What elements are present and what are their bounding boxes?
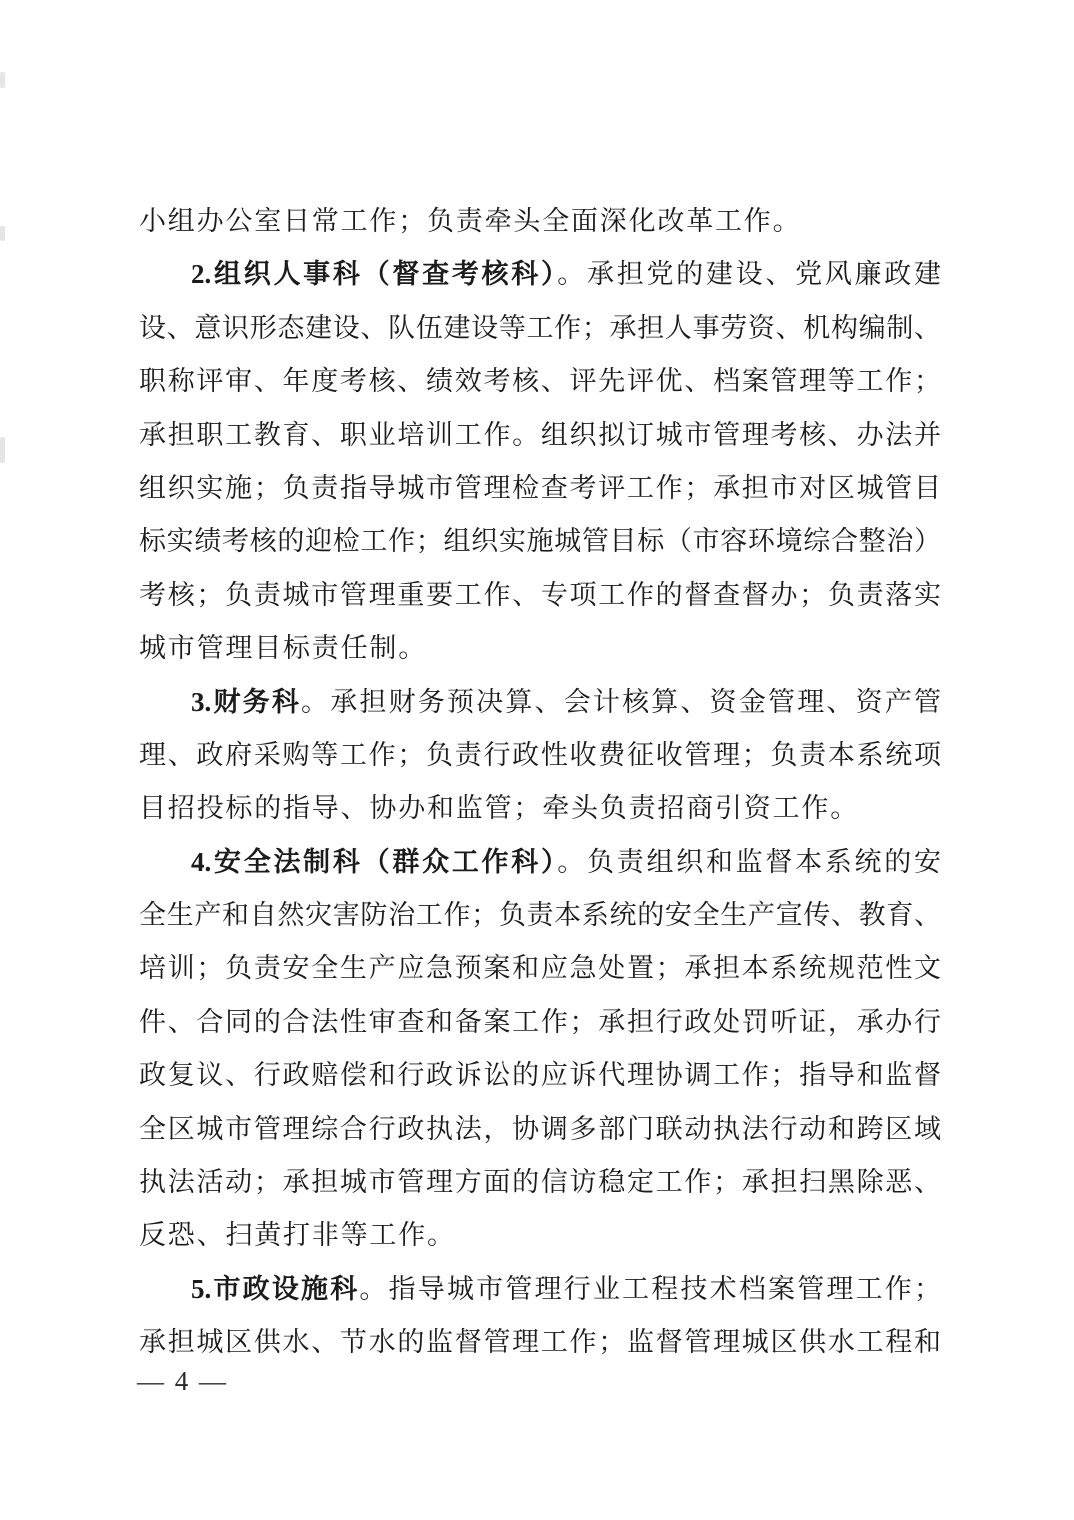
text-segment: 。指导城市管理行业工程技术档案管理工作；: [359, 1273, 941, 1304]
text-line: [139, 302, 941, 355]
text-line: [139, 409, 941, 462]
text-line: [139, 569, 941, 622]
text-line: [139, 729, 941, 782]
text-line: [139, 1156, 941, 1209]
text-segment: 承担职工教育、职业培训工作。组织拟订城市管理考核、办法并: [139, 419, 941, 450]
text-line: [139, 1316, 941, 1369]
text-line: [139, 1263, 941, 1316]
text-segment: 小组办公室日常工作；负责牵头全面深化改革工作。: [139, 206, 802, 236]
text-segment: 反恐、扫黄打非等工作。: [139, 1220, 456, 1251]
text-line: [139, 1049, 941, 1102]
text-segment: 件、合同的合法性审查和备案工作；承担行政处罚听证，承办行: [139, 1006, 941, 1037]
text-line: [139, 515, 941, 568]
text-line: [139, 355, 941, 408]
text-line: [139, 942, 941, 995]
text-line: [139, 248, 941, 301]
text-segment: 全生产和自然灾害防治工作；负责本系统的安全生产宣传、教育、: [139, 900, 941, 931]
text-segment: 。承担党的建设、党风廉政建: [557, 259, 942, 290]
text-line: [139, 1209, 941, 1262]
section-heading: 3.财务科: [191, 686, 302, 717]
text-line: [139, 676, 941, 729]
text-line: [139, 462, 941, 515]
section-heading: 4.安全法制科（群众工作科）: [191, 846, 558, 877]
text-line: [139, 1103, 941, 1156]
document-content: [139, 195, 941, 1370]
text-segment: 城市管理目标责任制。: [139, 633, 427, 664]
text-segment: 政复议、行政赔偿和行政诉讼的应诉代理协调工作；指导和监督: [139, 1060, 941, 1091]
text-line: [139, 782, 941, 835]
scan-artifact: [0, 226, 5, 241]
text-segment: 培训；负责安全生产应急预案和应急处置；承担本系统规范性文: [139, 953, 941, 984]
text-segment: 理、政府采购等工作；负责行政性收费征收管理；负责本系统项: [139, 739, 941, 770]
text-segment: 。负责组织和监督本系统的安: [557, 846, 942, 877]
text-segment: 全区城市管理综合行政执法，协调多部门联动执法行动和跨区域: [139, 1113, 941, 1144]
text-segment: 考核；负责城市管理重要工作、专项工作的督查督办；负责落实: [139, 579, 941, 610]
text-line: [139, 195, 941, 248]
text-segment: 组织实施；负责指导城市管理检查考评工作；承担市对区城管目: [139, 472, 941, 503]
text-line: [139, 836, 941, 889]
text-segment: 承担城区供水、节水的监督管理工作；监督管理城区供水工程和: [139, 1327, 941, 1358]
text-line: [139, 996, 941, 1049]
text-segment: 。承担财务预决算、会计核算、资金管理、资产管: [301, 686, 942, 717]
text-segment: 职称评审、年度考核、绩效考核、评先评优、档案管理等工作；: [139, 366, 941, 397]
text-line: [139, 622, 941, 675]
text-line: [139, 889, 941, 942]
page-number: — 4 —: [137, 1366, 228, 1396]
text-segment: 执法活动；承担城市管理方面的信访稳定工作；承担扫黑除恶、: [139, 1167, 941, 1198]
scan-artifact: [0, 437, 5, 463]
text-segment: 设、意识形态建设、队伍建设等工作；承担人事劳资、机构编制、: [139, 312, 941, 343]
text-segment: 目招投标的指导、协办和监管；牵头负责招商引资工作。: [139, 793, 859, 824]
scan-artifact: [0, 72, 5, 88]
section-heading: 2.组织人事科（督查考核科）: [191, 259, 558, 290]
text-segment: 标实绩考核的迎检工作；组织实施城管目标（市容环境综合整治）: [139, 526, 941, 557]
section-heading: 5.市政设施科: [191, 1273, 360, 1304]
